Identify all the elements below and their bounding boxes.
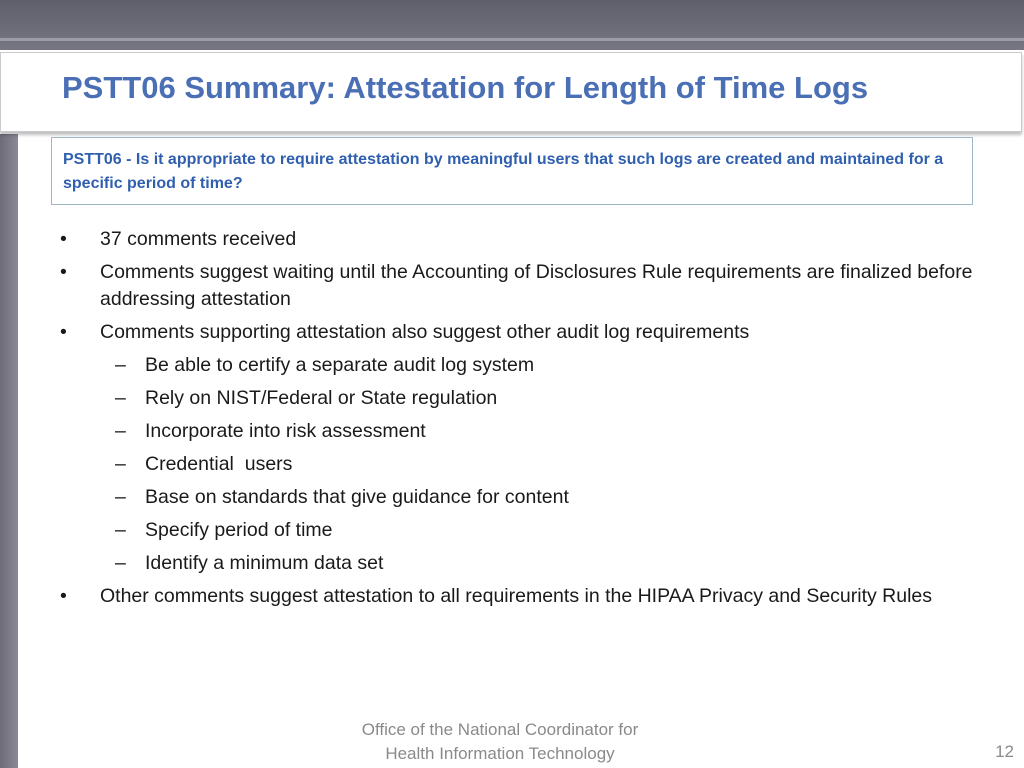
dash-marker: –: [115, 552, 126, 574]
bullet-text: Other comments suggest attestation to all requirements in the HIPAA Privacy and Security Rules: [100, 585, 933, 607]
dash-marker: –: [115, 420, 126, 442]
sub-bullet-text: Be able to certify a separate audit log system: [145, 354, 535, 376]
dash-marker: –: [115, 354, 126, 376]
bullet-text: Comments supporting attestation also suggest other audit log requirements: [100, 321, 750, 343]
sub-bullet-item: [60, 517, 980, 544]
bullet-marker: •: [60, 321, 67, 343]
dash-marker: –: [115, 453, 126, 475]
sub-bullet-item: [60, 418, 980, 445]
bullet-item: [60, 226, 980, 253]
dash-marker: –: [115, 387, 126, 409]
footer-organization: [300, 718, 700, 766]
top-decorative-line: [0, 38, 1024, 41]
sub-bullet-item: [60, 352, 980, 379]
bullet-marker: •: [60, 585, 67, 607]
bullet-item: [60, 319, 980, 346]
footer-line-1: Office of the National Coordinator for: [361, 720, 639, 739]
slide-title: PSTT06 Summary: Attestation for Length of Time Logs: [62, 70, 869, 105]
dash-marker: –: [115, 519, 126, 541]
bullet-list: [60, 226, 980, 616]
sub-bullet-item: [60, 550, 980, 577]
dash-marker: –: [115, 486, 126, 508]
sub-bullet-item: [60, 451, 980, 478]
top-decorative-bar: [0, 0, 1024, 50]
sub-bullet-text: Specify period of time: [145, 519, 333, 541]
sub-bullet-item: [60, 484, 980, 511]
sub-bullet-text: Identify a minimum data set: [145, 552, 384, 574]
sub-bullet-text: Incorporate into risk assessment: [145, 420, 426, 442]
sub-bullet-text: Credential users: [145, 453, 293, 475]
bullet-text: Comments suggest waiting until the Accounting of Disclosures Rule requirements are finalized before addressing attestation: [100, 261, 973, 310]
bullet-marker: •: [60, 228, 67, 250]
question-box: PSTT06 - Is it appropriate to require attestation by meaningful users that such logs are created and maintained for a specific period of time?: [51, 137, 973, 205]
bullet-marker: •: [60, 261, 67, 283]
bullet-text: 37 comments received: [100, 228, 297, 250]
footer-line-2: Health Information Technology: [385, 744, 615, 763]
sub-bullet-text: Base on standards that give guidance for content: [145, 486, 569, 508]
sub-bullet-text: Rely on NIST/Federal or State regulation: [145, 387, 498, 409]
page-number: 12: [995, 742, 1014, 761]
left-decorative-bar: [0, 134, 18, 768]
bullet-item: [60, 259, 980, 313]
bullet-item: [60, 583, 980, 610]
sub-bullet-item: [60, 385, 980, 412]
